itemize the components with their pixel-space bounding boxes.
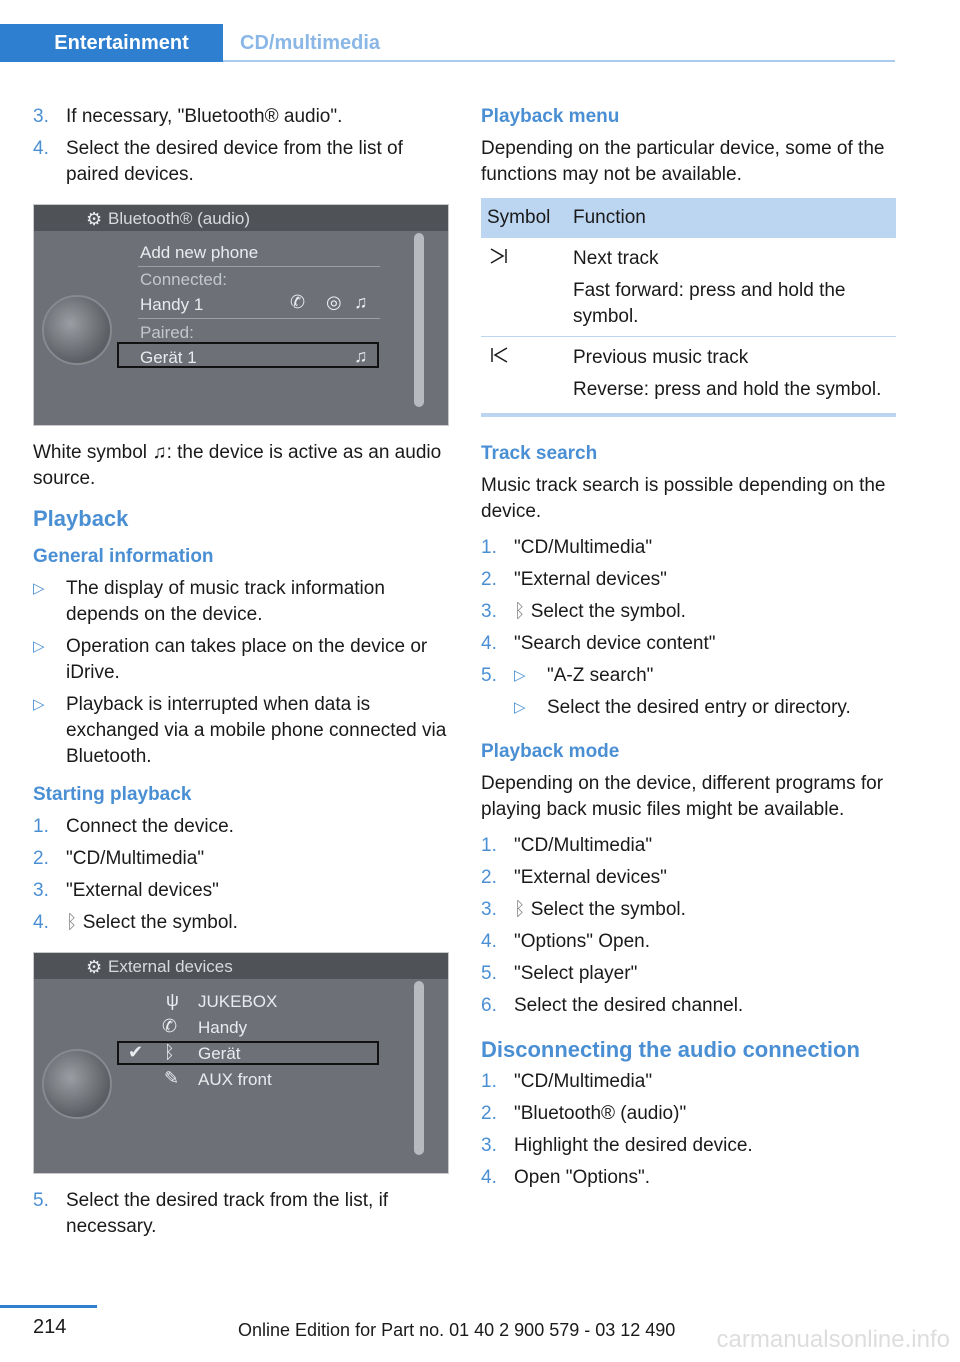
bluetooth-audio-screenshot — [33, 204, 449, 426]
list-item — [481, 993, 896, 1019]
note-text: : the device is active as an audio source. — [33, 442, 442, 489]
bullet-triangle-icon: ▷ — [33, 580, 45, 597]
symbol-table — [481, 198, 896, 417]
step-text: Open "Options". — [514, 1167, 651, 1188]
step-text: If necessary, "Bluetooth® audio". — [66, 106, 343, 127]
list-item — [33, 910, 449, 936]
step-number: 3. — [481, 899, 497, 920]
step-text: "External devices" — [514, 569, 667, 590]
list-item — [33, 104, 449, 130]
tab-entertainment-label: Entertainment — [54, 31, 189, 54]
symbol-cell — [481, 337, 567, 416]
paragraph: Depending on the particular device, some of the functions may not be available. — [481, 138, 885, 185]
bluetooth-icon: ᛒ — [514, 601, 526, 622]
selection-frame — [117, 1041, 379, 1065]
scroll-dial — [414, 981, 424, 1155]
step-text: "CD/Multimedia" — [66, 848, 205, 869]
step-number: 5. — [481, 963, 497, 984]
tab-entertainment[interactable] — [0, 24, 223, 62]
list-item — [33, 814, 449, 840]
step-number: 4. — [481, 1167, 497, 1188]
subsection-heading: Starting playback — [33, 784, 192, 805]
step-text: "External devices" — [514, 867, 667, 888]
bluetooth-icon: ᛒ — [514, 899, 526, 920]
step-number: 1. — [33, 816, 49, 837]
bluetooth-icon: ᛒ — [66, 912, 78, 933]
list-item — [33, 136, 449, 188]
left-column — [33, 104, 449, 1246]
bullet-item — [33, 692, 449, 770]
list-item — [33, 1188, 449, 1240]
step-number: 5. — [33, 1190, 49, 1211]
aux-plug-icon: ✎ — [164, 1068, 180, 1088]
table-row — [481, 238, 896, 337]
settings-icon: ⚙ — [86, 209, 103, 229]
table-header-row — [481, 198, 896, 238]
list-item — [481, 961, 896, 987]
bullet-triangle-icon: ▷ — [33, 696, 45, 713]
globe-icon: ◎ — [326, 292, 342, 312]
subsection-heading: Track search — [481, 443, 598, 464]
step-text: Select the desired channel. — [514, 995, 744, 1016]
step-text: "CD/Multimedia" — [514, 835, 653, 856]
paragraph: Music track search is possible depending on the device. — [481, 475, 886, 522]
music-note-icon: ♫ — [152, 442, 167, 463]
step-text: Select the desired track from the list, if necessary. — [66, 1190, 389, 1237]
function-title: Next track — [573, 248, 659, 269]
music-note-icon: ♫ — [354, 346, 368, 366]
screenshot-title: Bluetooth® (audio) — [108, 209, 251, 228]
list-item — [481, 567, 896, 593]
step-number: 6. — [481, 995, 497, 1016]
list-item — [481, 833, 896, 859]
note-text: White symbol — [33, 442, 148, 463]
step-number: 4. — [33, 138, 49, 159]
list-item — [481, 1069, 896, 1095]
paragraph: Depending on the device, different programs for playing back music files might be available. — [481, 773, 884, 820]
white-symbol-note — [33, 440, 449, 492]
menu-row: Paired: — [140, 323, 194, 342]
header-rule — [223, 60, 895, 62]
step-text: Highlight the desired device. — [514, 1135, 753, 1156]
step-number: 3. — [33, 880, 49, 901]
step-number: 3. — [33, 106, 49, 127]
list-item — [481, 1101, 896, 1127]
right-column — [481, 104, 896, 1197]
bullet-text: Select the desired entry or directory. — [547, 697, 851, 718]
step-number: 2. — [481, 569, 497, 590]
column-header: Symbol — [481, 198, 567, 238]
step-text: Select the symbol. — [82, 912, 238, 933]
list-item — [481, 929, 896, 955]
controller-knob — [42, 295, 112, 365]
bullet-text: The display of music track information depends on the device. — [66, 578, 385, 625]
step-number: 3. — [481, 1135, 497, 1156]
list-item — [481, 599, 896, 625]
phone-icon: ✆ — [290, 292, 306, 312]
step-text: "Select player" — [514, 963, 638, 984]
bullet-item — [33, 634, 449, 686]
tab-cd-multimedia-label: CD/multimedia — [240, 31, 381, 54]
bluetooth-icon: ᛒ — [164, 1042, 175, 1062]
step-text: Select the symbol. — [530, 601, 686, 622]
list-item — [481, 663, 896, 689]
step-text: "Search device content" — [514, 633, 716, 654]
step-text: Select the symbol. — [530, 899, 686, 920]
step-number: 3. — [481, 601, 497, 622]
menu-row: Handy — [198, 1018, 248, 1037]
step-number: 4. — [481, 633, 497, 654]
step-number: 4. — [33, 912, 49, 933]
table-row — [481, 337, 896, 416]
scroll-dial — [414, 233, 424, 407]
next-track-icon — [489, 246, 509, 266]
subsection-heading: Playback mode — [481, 741, 620, 762]
menu-row: Handy 1 — [140, 295, 204, 314]
settings-icon: ⚙ — [86, 957, 103, 977]
step-text: "Bluetooth® (audio)" — [514, 1103, 687, 1124]
list-item — [481, 865, 896, 891]
bullet-text: Operation can takes place on the device or iDrive. — [66, 636, 428, 683]
step-text: "External devices" — [66, 880, 219, 901]
bullet-item — [481, 695, 896, 721]
list-item — [33, 878, 449, 904]
step-number: 4. — [481, 931, 497, 952]
step-number: 1. — [481, 835, 497, 856]
menu-row: Gerät — [198, 1044, 241, 1063]
phone-icon: ✆ — [162, 1016, 178, 1036]
step-number: 5. — [481, 665, 497, 686]
menu-row: AUX front — [198, 1070, 272, 1089]
menu-row: Connected: — [140, 270, 227, 289]
watermark: carmanualsonline.info — [716, 1326, 950, 1353]
step-number: 2. — [481, 867, 497, 888]
menu-row: JUKEBOX — [198, 992, 278, 1011]
usb-icon: ψ — [166, 990, 179, 1010]
check-icon: ✔ — [128, 1042, 144, 1062]
list-item — [481, 631, 896, 657]
screenshot-title: External devices — [108, 957, 233, 976]
list-item — [481, 897, 896, 923]
function-cell — [567, 238, 896, 337]
controller-knob — [42, 1049, 112, 1119]
step-number: 2. — [481, 1103, 497, 1124]
list-item — [33, 846, 449, 872]
bullet-triangle-icon: ▷ — [514, 667, 526, 684]
function-desc: Fast forward: press and hold the symbol. — [573, 280, 846, 327]
section-heading: Playback — [33, 506, 129, 531]
step-number: 1. — [481, 537, 497, 558]
function-desc: Reverse: press and hold the symbol. — [573, 379, 882, 400]
list-item — [481, 1165, 896, 1191]
divider — [138, 318, 380, 319]
menu-row: Gerät 1 — [140, 348, 197, 367]
step-text: "CD/Multimedia" — [514, 537, 653, 558]
step-text: Select the desired device from the list of paired devices. — [66, 138, 403, 185]
tab-cd-multimedia[interactable] — [240, 24, 380, 62]
previous-track-icon — [489, 345, 509, 365]
step-text: "Options" Open. — [514, 931, 651, 952]
bullet-item — [33, 576, 449, 628]
step-number: 1. — [481, 1071, 497, 1092]
section-heading: Disconnecting the audio connection — [481, 1037, 860, 1062]
step-number: 2. — [33, 848, 49, 869]
menu-row: Add new phone — [140, 243, 259, 262]
bullet-text: Playback is interrupted when data is exchanged via a mobile phone connected via Bluetooth. — [66, 694, 447, 767]
bullet-triangle-icon: ▷ — [514, 699, 526, 716]
bullet-triangle-icon: ▷ — [33, 638, 45, 655]
list-item — [481, 535, 896, 561]
function-title: Previous music track — [573, 347, 749, 368]
music-note-icon: ♫ — [354, 292, 368, 312]
page-header — [0, 24, 895, 62]
edition-note: Online Edition for Part no. 01 40 2 900 579 - 03 12 490 — [238, 1320, 676, 1340]
symbol-cell — [481, 238, 567, 337]
step-text: Connect the device. — [66, 816, 234, 837]
page-number: 214 — [33, 1316, 67, 1338]
subsection-heading: General information — [33, 546, 214, 567]
column-header: Function — [567, 198, 896, 238]
bullet-text: "A-Z search" — [547, 665, 654, 686]
list-item — [481, 1133, 896, 1159]
subsection-heading: Playback menu — [481, 106, 620, 127]
external-devices-screenshot — [33, 952, 449, 1174]
function-cell — [567, 337, 896, 416]
step-text: "CD/Multimedia" — [514, 1071, 653, 1092]
footer-rule — [0, 1305, 97, 1308]
